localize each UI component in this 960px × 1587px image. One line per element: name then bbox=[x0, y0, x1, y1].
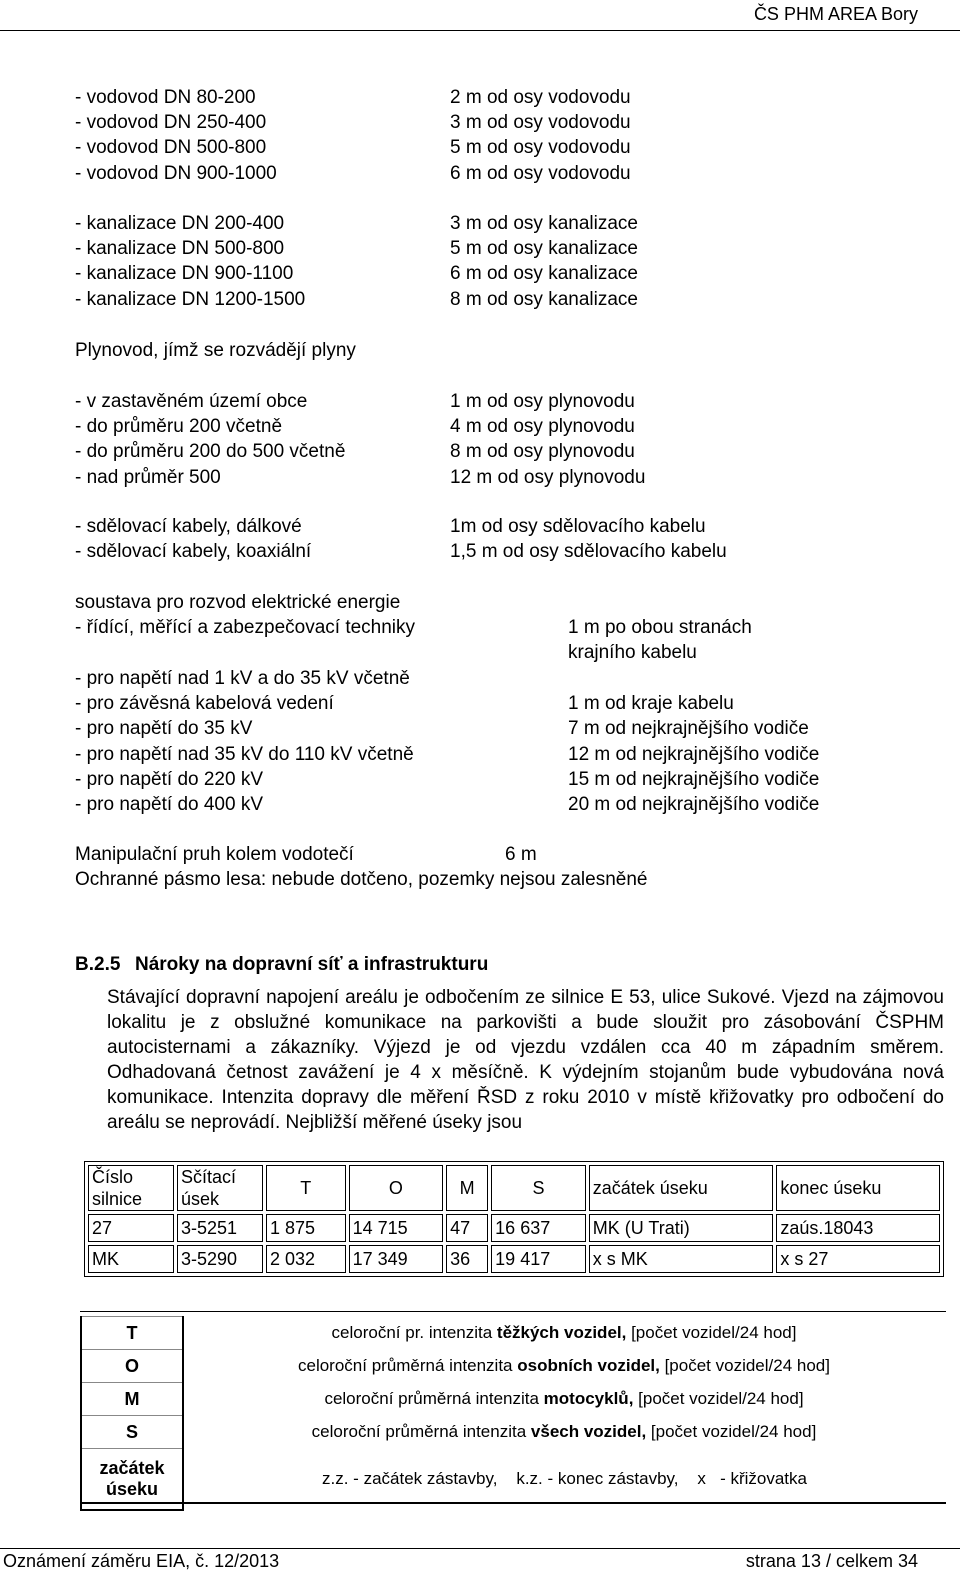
traffic-header-cell: konec úseku bbox=[776, 1165, 940, 1211]
gas-zone-label: - nad průměr 500 bbox=[75, 466, 221, 488]
traffic-header-cell: Číslo silnice bbox=[88, 1165, 174, 1211]
water-zone-label: - vodovod DN 250-400 bbox=[75, 112, 267, 134]
traffic-header-cell: M bbox=[446, 1165, 488, 1211]
legend-code: S bbox=[81, 1416, 183, 1449]
table-cell: 17 349 bbox=[349, 1245, 444, 1273]
table-cell: 16 637 bbox=[491, 1214, 586, 1242]
gas-zone-label: - v zastavěném území obce bbox=[75, 391, 308, 412]
traffic-header-cell: začátek úseku bbox=[589, 1165, 774, 1211]
electric-control-label: - řídící, měřící a zabezpečovací techniky bbox=[75, 617, 416, 638]
electric-zone-label: - pro napětí nad 35 kV do 110 kV včetně bbox=[75, 743, 414, 765]
section-title: Nároky na dopravní síť a infrastrukturu bbox=[135, 954, 489, 975]
legend-description bbox=[183, 1416, 945, 1449]
legend-row bbox=[81, 1383, 945, 1416]
electric-zone-label: - pro napětí do 35 kV bbox=[75, 718, 253, 740]
water-zone-label: - vodovod DN 900-1000 bbox=[75, 162, 277, 184]
gas-zone-value: 8 m od osy plynovodu bbox=[450, 441, 635, 463]
manip-strip-label: Manipulační pruh kolem vodotečí bbox=[75, 844, 354, 865]
legend-table bbox=[80, 1316, 946, 1511]
legend-desc-pre: celoroční průměrná intenzita bbox=[311, 1422, 531, 1441]
legend-row bbox=[81, 1416, 945, 1449]
water-zone-label: - vodovod DN 80-200 bbox=[75, 87, 256, 108]
cable-zone-value: 1m od osy sdělovacího kabelu bbox=[450, 516, 706, 537]
sewer-zone-value: 5 m od osy kanalizace bbox=[450, 238, 638, 260]
footer-page-number: strana 13 / celkem 34 bbox=[745, 1551, 918, 1571]
gas-heading: Plynovod, jímž se rozvádějí plyny bbox=[75, 340, 356, 361]
electric-heading: soustava pro rozvod elektrické energie bbox=[75, 592, 401, 613]
table-cell: x s 27 bbox=[776, 1245, 940, 1273]
table-cell: 2 032 bbox=[266, 1245, 346, 1273]
legend-description bbox=[183, 1350, 945, 1383]
forest-zone-note: Ochranné pásmo lesa: nebude dotčeno, pozemky nejsou zalesněné bbox=[75, 869, 648, 890]
electric-zone-label: - pro napětí do 400 kV bbox=[75, 794, 264, 815]
table-row bbox=[88, 1245, 940, 1273]
traffic-header-cell: T bbox=[266, 1165, 346, 1211]
table-cell: 27 bbox=[88, 1214, 174, 1242]
legend-description bbox=[183, 1449, 945, 1511]
cable-zone-label: - sdělovací kabely, dálkové bbox=[75, 516, 302, 537]
legend-desc-bold: motocyklů, bbox=[543, 1389, 634, 1408]
legend-code: T bbox=[81, 1317, 183, 1350]
cable-zone-value: 1,5 m od osy sdělovacího kabelu bbox=[450, 541, 727, 563]
traffic-header-cell: O bbox=[349, 1165, 444, 1211]
table-row bbox=[88, 1214, 940, 1242]
legend-code: M bbox=[81, 1383, 183, 1416]
sewer-zone-label: - kanalizace DN 900-1100 bbox=[75, 263, 294, 285]
traffic-header-cell: S bbox=[491, 1165, 586, 1211]
legend-desc-pre: celoroční průměrná intenzita bbox=[324, 1389, 544, 1408]
electric-zone-value: 15 m od nejkrajnějšího vodiče bbox=[568, 768, 820, 790]
legend-desc-bold: všech vozidel, bbox=[530, 1422, 647, 1441]
electric-zone-value: 20 m od nejkrajnějšího vodiče bbox=[568, 794, 820, 815]
water-zone-value: 6 m od osy vodovodu bbox=[450, 162, 631, 184]
legend-desc-post: [počet vozidel/24 hod] bbox=[633, 1389, 804, 1408]
electric-control-value-cont: krajního kabelu bbox=[568, 642, 697, 663]
electric-zone-label: - pro napětí do 220 kV bbox=[75, 768, 264, 790]
water-zone-value: 5 m od osy vodovodu bbox=[450, 137, 631, 159]
sewer-zone-value: 3 m od osy kanalizace bbox=[450, 213, 638, 234]
sewer-zone-label: - kanalizace DN 1200-1500 bbox=[75, 288, 306, 310]
legend-desc-post: [počet vozidel/24 hod] bbox=[626, 1323, 797, 1342]
legend-code: začátek úseku bbox=[81, 1449, 183, 1511]
section-number: B.2.5 bbox=[75, 954, 121, 975]
electric-zone-label: - pro závěsná kabelová vedení bbox=[75, 693, 334, 715]
table-cell: 47 bbox=[446, 1214, 488, 1242]
traffic-header-row bbox=[88, 1165, 940, 1211]
electric-zone-label: - pro napětí nad 1 kV a do 35 kV včetně bbox=[75, 668, 410, 689]
electric-zone-value: 12 m od nejkrajnějšího vodiče bbox=[568, 743, 820, 765]
legend-desc-bold: osobních vozidel, bbox=[517, 1356, 660, 1375]
legend-description bbox=[183, 1317, 945, 1350]
table-cell: 19 417 bbox=[491, 1245, 586, 1273]
gas-zone-value: 1 m od osy plynovodu bbox=[450, 391, 635, 412]
table-cell: zaús.18043 bbox=[776, 1214, 940, 1242]
sewer-zone-value: 6 m od osy kanalizace bbox=[450, 263, 638, 285]
page-header-title: ČS PHM AREA Bory bbox=[753, 4, 918, 24]
header-divider bbox=[0, 30, 960, 31]
legend-code: O bbox=[81, 1350, 183, 1383]
legend-desc-pre: z.z. - začátek zástavby, k.z. - konec zástavby, x - křižovatka bbox=[322, 1469, 807, 1489]
footer-document-id: Oznámení záměru EIA, č. 12/2013 bbox=[3, 1551, 280, 1571]
table-cell: 36 bbox=[446, 1245, 488, 1273]
section-paragraph: Stávající dopravní napojení areálu je odbočením ze silnice E 53, ulice Sukové. Vjezd na zájmovou lokalitu je z obslužné komunikace na parkovišti a bude sloužit pro zásobování ČSPHM autocisternami a zákazníky. Výjezd je od vjezdu vzdálen cca 40 m západním směrem. Odhadovaná četnost zavážení je 4 x měsíčně. K výdejním stojanům bude vybudována nová komunikace. Intenzita dopravy dle měření ŘSD z roku 2010 v místě křižovatky pro odbočení do areálu se neprovádí. Nejbližší měřené úseky jsou bbox=[107, 987, 944, 1133]
table-cell: 3-5251 bbox=[177, 1214, 263, 1242]
gas-zone-value: 12 m od osy plynovodu bbox=[450, 466, 646, 488]
table-cell: MK bbox=[88, 1245, 174, 1273]
legend-row bbox=[81, 1317, 945, 1350]
electric-zone-value: 7 m od nejkrajnějšího vodiče bbox=[568, 718, 809, 740]
cable-zone-label: - sdělovací kabely, koaxiální bbox=[75, 541, 312, 563]
legend-desc-post: [počet vozidel/24 hod] bbox=[646, 1422, 817, 1441]
legend-desc-pre: celoroční průměrná intenzita bbox=[298, 1356, 518, 1375]
sewer-zone-value: 8 m od osy kanalizace bbox=[450, 288, 638, 310]
gas-zone-label: - do průměru 200 včetně bbox=[75, 416, 283, 438]
traffic-table bbox=[84, 1161, 944, 1277]
legend-row bbox=[81, 1350, 945, 1383]
electric-zone-value: 1 m od kraje kabelu bbox=[568, 693, 734, 715]
legend-row bbox=[81, 1449, 945, 1511]
sewer-zone-label: - kanalizace DN 200-400 bbox=[75, 213, 285, 234]
water-zone-label: - vodovod DN 500-800 bbox=[75, 137, 267, 159]
gas-zone-value: 4 m od osy plynovodu bbox=[450, 416, 635, 438]
water-zone-value: 2 m od osy vodovodu bbox=[450, 87, 631, 108]
table-cell: 3-5290 bbox=[177, 1245, 263, 1273]
table-cell: 1 875 bbox=[266, 1214, 346, 1242]
legend-desc-bold: těžkých vozidel, bbox=[496, 1323, 627, 1342]
table-cell: MK (U Trati) bbox=[589, 1214, 774, 1242]
legend-description bbox=[183, 1383, 945, 1416]
manip-strip-value: 6 m bbox=[505, 844, 537, 865]
water-zone-value: 3 m od osy vodovodu bbox=[450, 112, 631, 134]
table-cell: x s MK bbox=[589, 1245, 774, 1273]
traffic-header-cell: Sčítací úsek bbox=[177, 1165, 263, 1211]
legend-desc-post: [počet vozidel/24 hod] bbox=[659, 1356, 830, 1375]
legend-desc-pre: celoroční pr. intenzita bbox=[331, 1323, 497, 1342]
electric-control-value: 1 m po obou stranách bbox=[568, 617, 752, 638]
gas-zone-label: - do průměru 200 do 500 včetně bbox=[75, 441, 346, 463]
sewer-zone-label: - kanalizace DN 500-800 bbox=[75, 238, 285, 260]
table-cell: 14 715 bbox=[349, 1214, 444, 1242]
